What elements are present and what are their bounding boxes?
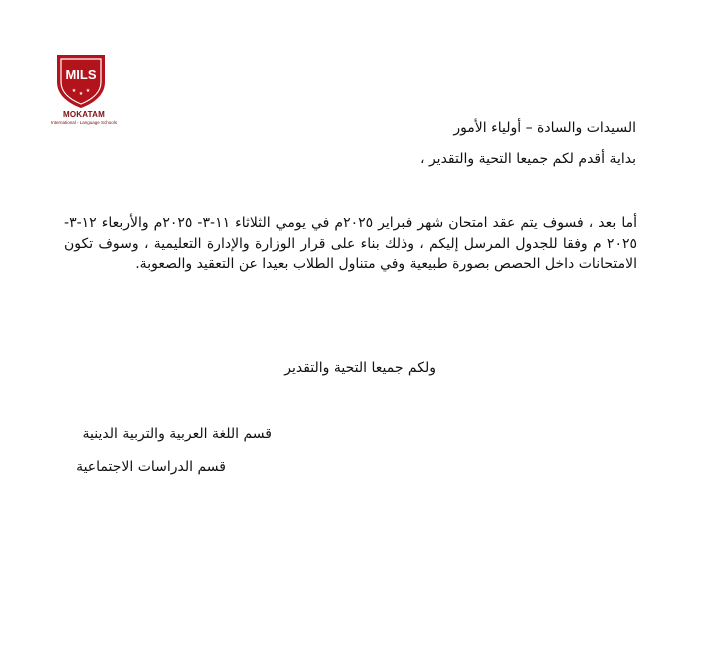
signature-social-studies-dept: قسم الدراسات الاجتماعية — [76, 459, 226, 475]
svg-text:★: ★ — [71, 88, 77, 94]
signature-arabic-religion-dept: قسم اللغة العربية والتربية الدينية — [82, 426, 272, 442]
salutation: السيدات والسادة – أولياء الأمور — [453, 120, 636, 136]
logo-name: MOKATAM — [63, 110, 105, 119]
logo-initials: MILS — [65, 67, 97, 82]
closing: ولكم جميعا التحية والتقدير — [284, 360, 436, 376]
letter-body: أما بعد ، فسوف يتم عقد امتحان شهر فبراير ٢٠٢٥م في يومي الثلاثاء ١١-٣- ٢٠٢٥م والأربعاء ١٢-٣- ٢٠٢٥ م وفقا للجدول المرسل إليكم ، وذلك بناء على قرار الوزارة والإدارة التعليمية ، وسوف تكون الامتحانات داخل الحصص بصورة طبيعية وفي متناول الطلاب بعيدا عن التعقيد والصعوبة. — [64, 215, 637, 272]
svg-text:★: ★ — [78, 91, 84, 97]
shield-icon — [52, 52, 110, 110]
svg-text:★: ★ — [85, 88, 91, 94]
greeting: بداية أقدم لكم جميعا التحية والتقدير ، — [419, 151, 636, 167]
logo-subtitle: International - Language Schools — [50, 120, 118, 125]
